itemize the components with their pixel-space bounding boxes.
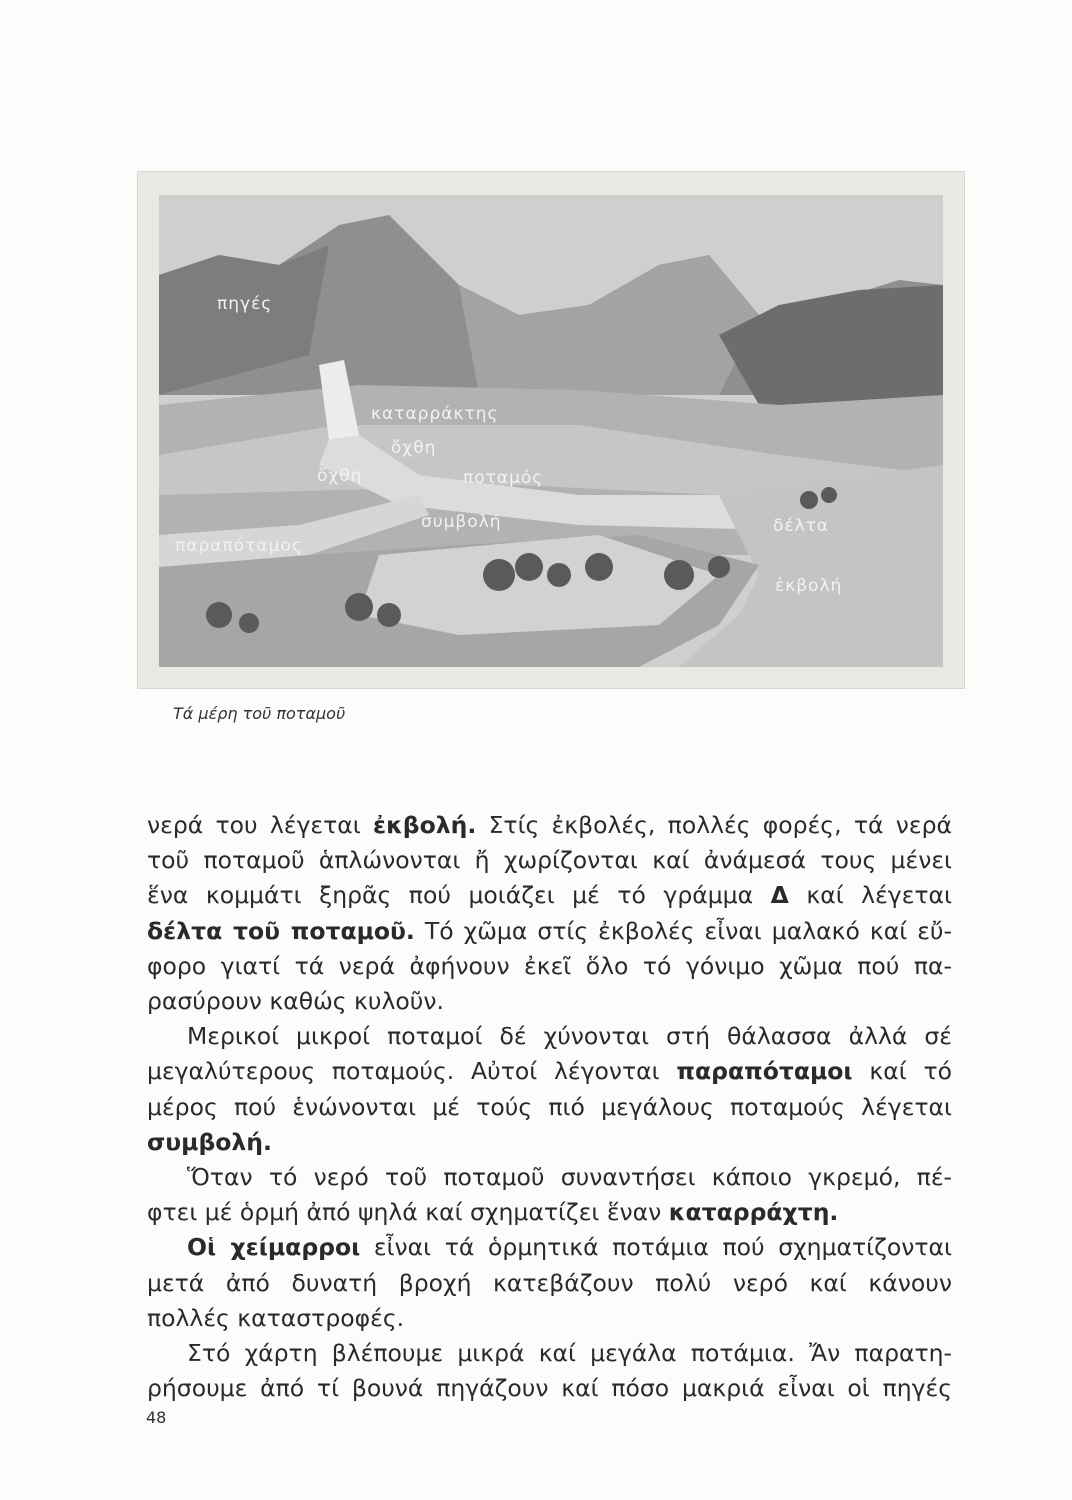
text-run: φτει μέ ὁρμή ἀπό ψηλά καί σχηματίζει ἕναν — [147, 1198, 669, 1227]
text-line: πολλές καταστροφές. — [147, 1303, 405, 1332]
text-run: εἶναι τά ὁρμητικά ποτάμια πού σχηματίζονται — [360, 1233, 952, 1262]
term-waterfall: καταρράχτη. — [668, 1198, 839, 1227]
label-sources: πηγές — [217, 294, 273, 314]
text-line — [147, 1230, 952, 1265]
label-waterfall: καταρράκτης — [371, 404, 499, 424]
text-line — [147, 1054, 952, 1089]
text-line: Στό χάρτη βλέπουμε μικρά καί μεγάλα ποτάμια. Ἄν παρατη- — [187, 1339, 952, 1368]
text-line: Μερικοί μικροί ποταμοί δέ χύνονται στή θάλασσα ἀλλά σέ — [187, 1022, 952, 1051]
text-line — [147, 1125, 952, 1160]
text-line: μέρος πού ἑνώνονται μέ τούς πιό μεγάλους ποταμούς λέγεται — [147, 1092, 952, 1121]
text-line — [147, 808, 952, 843]
text-line: τοῦ ποταμοῦ ἁπλώνονται ἤ χωρίζονται καί ἀνάμεσά τους μένει — [147, 846, 952, 875]
body-text — [147, 808, 952, 1406]
text-line — [147, 914, 952, 949]
river-illustration — [159, 195, 943, 667]
term-delta-letter: Δ — [770, 881, 789, 910]
figure-caption: Τά μέρη τοῦ ποταμοῦ — [173, 704, 346, 723]
text-run: καί λέγεται — [788, 881, 952, 910]
text-run: Τό χῶμα στίς ἐκβολές εἶναι μαλακό καί εὔ- — [414, 916, 952, 945]
label-mouth: ἐκβολή — [775, 576, 843, 596]
label-bank-left: ὄχθη — [317, 466, 363, 486]
text-line: ρασύρουν καθώς κυλοῦν. — [147, 987, 444, 1016]
text-run: Στίς ἐκβολές, πολλές φορές, τά νερά — [476, 811, 952, 839]
text-line: μετά ἀπό δυνατή βροχή κατεβάζουν πολύ νερό καί κάνουν — [147, 1268, 952, 1297]
figure-frame — [137, 171, 965, 689]
text-line: φορο γιατί τά νερά ἀφήνουν ἐκεῖ ὅλο τό γόνιμο χῶμα πού πα- — [147, 951, 952, 980]
label-tributary: παραπόταμος — [175, 536, 303, 556]
label-bank-upper: ὄχθη — [391, 438, 437, 458]
text-line — [147, 878, 952, 913]
term-confluence: συμβολή. — [147, 1127, 272, 1156]
term-torrents: Οἱ χείμαρροι — [187, 1233, 361, 1262]
text-run: μεγαλύτερους ποταμούς. Αὐτοί λέγονται — [147, 1057, 677, 1086]
label-delta: δέλτα — [773, 516, 830, 536]
term-tributaries: παραπόταμοι — [676, 1057, 853, 1086]
page-number: 48 — [146, 1408, 167, 1427]
text-line — [147, 1195, 952, 1230]
text-line: Ὅταν τό νερό τοῦ ποταμοῦ συναντήσει κάποιο γκρεμό, πέ- — [187, 1163, 952, 1192]
text-run: νερά του λέγεται — [147, 811, 374, 839]
label-river: ποταμός — [463, 468, 544, 488]
text-run: καί τό — [852, 1057, 952, 1086]
term-delta: δέλτα τοῦ ποταμοῦ. — [147, 916, 415, 945]
term-mouth: ἐκβολή. — [373, 811, 477, 839]
text-run: ἕνα κομμάτι ξηρᾶς πού μοιάζει μέ τό γράμμα — [147, 881, 771, 910]
label-confluence: συμβολή — [421, 512, 502, 532]
text-line: ρήσουμε ἀπό τί βουνά πηγάζουν καί πόσο μακριά εἶναι οἱ πηγές — [147, 1374, 952, 1403]
